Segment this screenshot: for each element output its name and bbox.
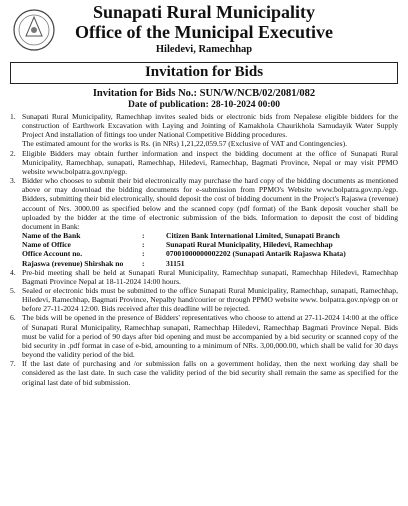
municipality-emblem-icon <box>12 8 56 52</box>
item-number: 5. <box>10 285 16 295</box>
invitation-number: Invitation for Bids No.: SUN/W/NCB/02/2081/082 <box>92 88 316 99</box>
item-number: 6. <box>10 313 16 323</box>
item-text: The estimated amount for the works is Rs. (in NRs) 1,21,22,059.57 (Exclusive of VAT and Contingencies). <box>22 139 348 149</box>
bank-value: Citizen Bank International Limited, Sunapati Branch <box>166 231 340 241</box>
office-subtitle: Office of the Municipal Executive <box>75 22 333 42</box>
bank-value: Sunapati Rural Municipality, Hiledevi, Ramechhap <box>166 240 333 250</box>
list-item <box>10 112 398 139</box>
bank-row: Name of Office : Sunapati Rural Municipality, Hiledevi, Ramechhap <box>22 240 398 249</box>
list-item <box>10 286 398 313</box>
item-number: 4. <box>10 267 16 277</box>
item-number: 3. <box>10 176 16 186</box>
item-text: Pre-bid meeting shall be held at Sunapati Rural Municipality, Ramechhap sunapati, Ramechhap Hiledevi, Ramechhap Bagmati Province Nepal at 18-11-2024 14:00 hours. <box>22 267 398 286</box>
item-text: The bids will be opened in the presence of Bidders' representatives who choose to attend at 27-11-2024 14:00 at the office of Sunapati Rural Municipality, Ramechhap sunapati, Ramechhap Hiledevi, Ramechhap Bagmati Province Nepal. Bids must be valid for a period of 90 days after bid opening and must be accompanied by a bid security or scanned copy of the bid security in .pdf format in case of e-bid, amounting to a minimum of NRs. 3,00,000.00, which shall be valid for 30 days beyond the validity period of the bid. <box>22 313 398 360</box>
bank-details <box>22 231 398 268</box>
bank-value: 31151 <box>166 258 185 268</box>
list-item <box>10 139 398 148</box>
item-number: 7. <box>10 359 16 369</box>
list-item <box>10 149 398 176</box>
item-number: 1. <box>10 112 16 121</box>
list-item <box>10 313 398 359</box>
bank-row: Name of the Bank : Citizen Bank International Limited, Sunapati Branch <box>22 231 398 240</box>
list-item <box>10 268 398 286</box>
notice-items <box>10 112 398 387</box>
bank-label: Name of Office <box>22 240 71 250</box>
bank-label: Name of the Bank <box>22 231 81 241</box>
notice-banner: Invitation for Bids <box>10 62 398 84</box>
list-item <box>10 359 398 386</box>
bank-row: Rajaswa (revenue) Shirshak no : 31151 <box>22 259 398 268</box>
publication-date: Date of publication: 28-10-2024 00:00 <box>128 100 280 110</box>
bank-row: Office Account no. : 07001000000002202 (Sunapati Antarik Rajaswa Khata) <box>22 249 398 258</box>
bank-value: 07001000000002202 (Sunapati Antarik Rajaswa Khata) <box>166 249 346 259</box>
bank-label: Rajaswa (revenue) Shirshak no <box>22 258 124 268</box>
item-text: Eligible Bidders may obtain further information and inspect the bidding document at the office of Sunapati Rural Municipality, Ramechhap, sunapati, Ramechhap, Hiledevi, Ramechhap, Bagmati Province, Nepal or may visit PPMO website www.bolpatra.gov.np/egp. <box>22 148 398 176</box>
bank-label: Office Account no. <box>22 249 83 259</box>
list-item <box>10 176 398 231</box>
office-location: Hiledevi, Ramechhap <box>155 44 253 55</box>
item-text: Sealed or electronic bids must be submitted to the office Sunapati Rural Municipality, Ramechhap, sunapati, Ramechhap, Hiledevi, Ramechhap, Bagmati Province, Nepalby hand/courier or through PPMO website www. bolpatra.gov.np/egp on or before 27-11-2024 12:00. Bids received after this deadline will be rejected. <box>22 285 398 314</box>
header <box>10 0 398 56</box>
item-text: If the last date of purchasing and /or submission falls on a government holiday, then the next working day shall be considered as the last date. In such case the validity period of the bid security shall remain the same as specified for the original last date of bid submission. <box>22 359 398 387</box>
item-text: Bidder who chooses to submit their bid electronically may purchase the hard copy of the bidding documents as mentioned above or may download the bidding documents for e-submission from PPMO's Website www.bolpatra.gov.np./egp. Bidders, submitting their bid electronically, should deposit the cost of bidding document in the Project's Rajaswa (revenue) account of Nrs. 3000.00 as specified below and the scanned copy (pdf format) of the Bank deposit voucher shall be uploaded by the bidder at the time of electronic submission of the bids. Information to deposit the cost of bidding document in Bank: <box>22 176 398 231</box>
item-number: 2. <box>10 148 16 158</box>
item-number <box>10 139 22 148</box>
office-title: Sunapati Rural Municipality <box>92 2 316 22</box>
item-text: Sunapati Rural Municipality, Ramechhap invites sealed bids or electronic bids from Nepalese eligible bidders for the construction of Earthwork Excavation with Laying and Jointing of Kamakhola Chaurikhola Samudayik Water Supply Project And installation of fittings too under National Competitive Bidding procedures. <box>22 112 398 140</box>
